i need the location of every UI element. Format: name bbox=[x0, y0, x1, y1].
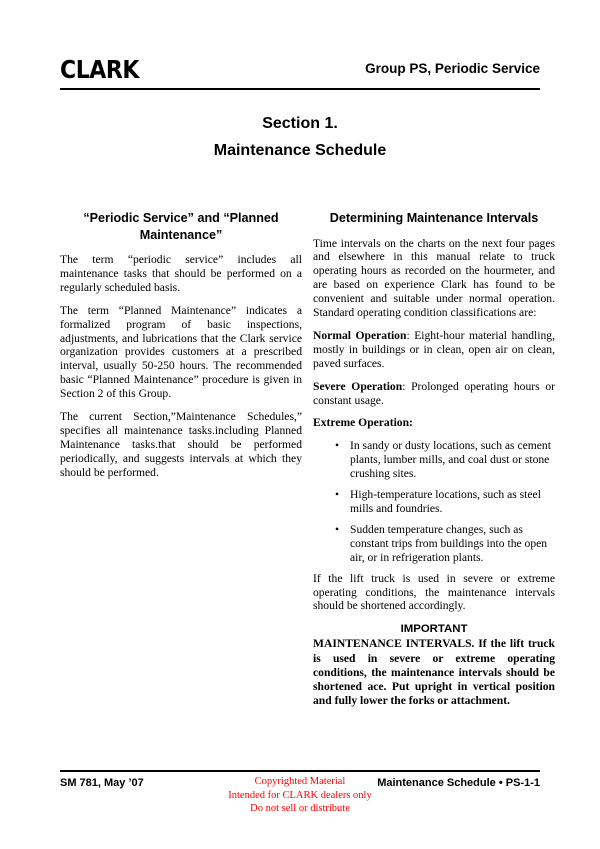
list-item-label: High-temperature locations, such as steel mills and foundries. bbox=[350, 488, 541, 515]
section-name: Maintenance Schedule bbox=[213, 142, 387, 159]
list-item bbox=[313, 439, 555, 481]
list-item-label: In sandy or dusty locations, such as cement plants, lumber mills, and coal dust or stone crushing sites. bbox=[350, 439, 551, 481]
section-number: Section 1. bbox=[262, 115, 338, 132]
copyright-line-1: Copyrighted Material bbox=[254, 776, 346, 787]
paragraph: Time intervals on the charts on the next four pages and elsewhere in this manual relate to truck operating hours as recorded on the hourmeter, and are based on experience Clark has found to be convenient and suitable under normal operation. Standard operating condition classifications are: bbox=[313, 236, 555, 320]
extreme-operation-heading: Extreme Operation: bbox=[313, 416, 413, 430]
important-label: IMPORTANT bbox=[400, 623, 468, 636]
important-notice-text: MAINTENANCE INTERVALS. If the lift truck is used in severe or extreme operating conditions, the maintenance intervals should be shortened ace. Put upright in vertical position and fully lower the forks or attachment. bbox=[313, 637, 555, 708]
copyright-line-3: Do not sell or distribute bbox=[250, 803, 350, 814]
copyright-line-2: Intended for CLARK dealers only bbox=[228, 789, 372, 801]
right-column-heading: Determining Maintenance Intervals bbox=[329, 211, 539, 225]
list-item-label: Sudden temperature changes, such as constant trips from buildings into the open air, or in refrigeration plants. bbox=[350, 522, 548, 564]
footer-page-reference: Maintenance Schedule • PS-1-1 bbox=[377, 777, 540, 789]
header-divider-rule bbox=[60, 88, 540, 90]
page-title bbox=[60, 110, 540, 164]
left-column-heading: “Periodic Service” and “Planned Maintenance” bbox=[83, 211, 279, 242]
bullet-icon: • bbox=[335, 488, 340, 502]
footer-divider-rule bbox=[60, 770, 540, 772]
definition-term: Normal Operation bbox=[313, 328, 407, 342]
paragraph: The term “Planned Maintenance” indicates a formalized program of basic inspections, adjustments, and lubrications that the Clark service organization provides customers at a prescribed interval, usually 50-250 hours. The recommended basic “Planned Maintenance” procedure is given in Section 2 of this Group. bbox=[60, 303, 302, 401]
definition-text: : Eight-hour material handling, mostly in buildings or in clean, open air on clean, paved surfaces. bbox=[313, 328, 555, 370]
extreme-operation-list bbox=[313, 439, 555, 564]
list-item bbox=[313, 523, 555, 565]
definition-term: Severe Operation bbox=[313, 379, 403, 393]
paragraph: If the lift truck is used in severe or extreme operating conditions, the maintenance intervals should be shortened accordingly. bbox=[313, 571, 555, 613]
clark-logo: CLARK bbox=[60, 55, 139, 84]
definition-severe-operation bbox=[313, 380, 555, 408]
page-header bbox=[60, 56, 540, 90]
right-text-column bbox=[313, 210, 555, 708]
paragraph: The term “periodic service” includes all maintenance tasks that should be performed on a regularly scheduled basis. bbox=[60, 253, 302, 294]
paragraph: The current Section,”Maintenance Schedules,” specifies all maintenance tasks.including Planned Maintenance tasks.that should be performed periodically, and suggests intervals at which they should be performed. bbox=[60, 410, 302, 479]
header-group-title: Group PS, Periodic Service bbox=[365, 61, 540, 76]
definition-normal-operation bbox=[313, 329, 555, 371]
footer-document-id: SM 781, May ’07 bbox=[60, 777, 144, 789]
left-text-column bbox=[60, 210, 302, 480]
list-item bbox=[313, 488, 555, 516]
bullet-icon: • bbox=[335, 522, 340, 536]
bullet-icon: • bbox=[335, 439, 340, 453]
definition-text: : Prolonged operating hours or constant usage. bbox=[313, 379, 555, 407]
page-footer bbox=[60, 775, 540, 825]
